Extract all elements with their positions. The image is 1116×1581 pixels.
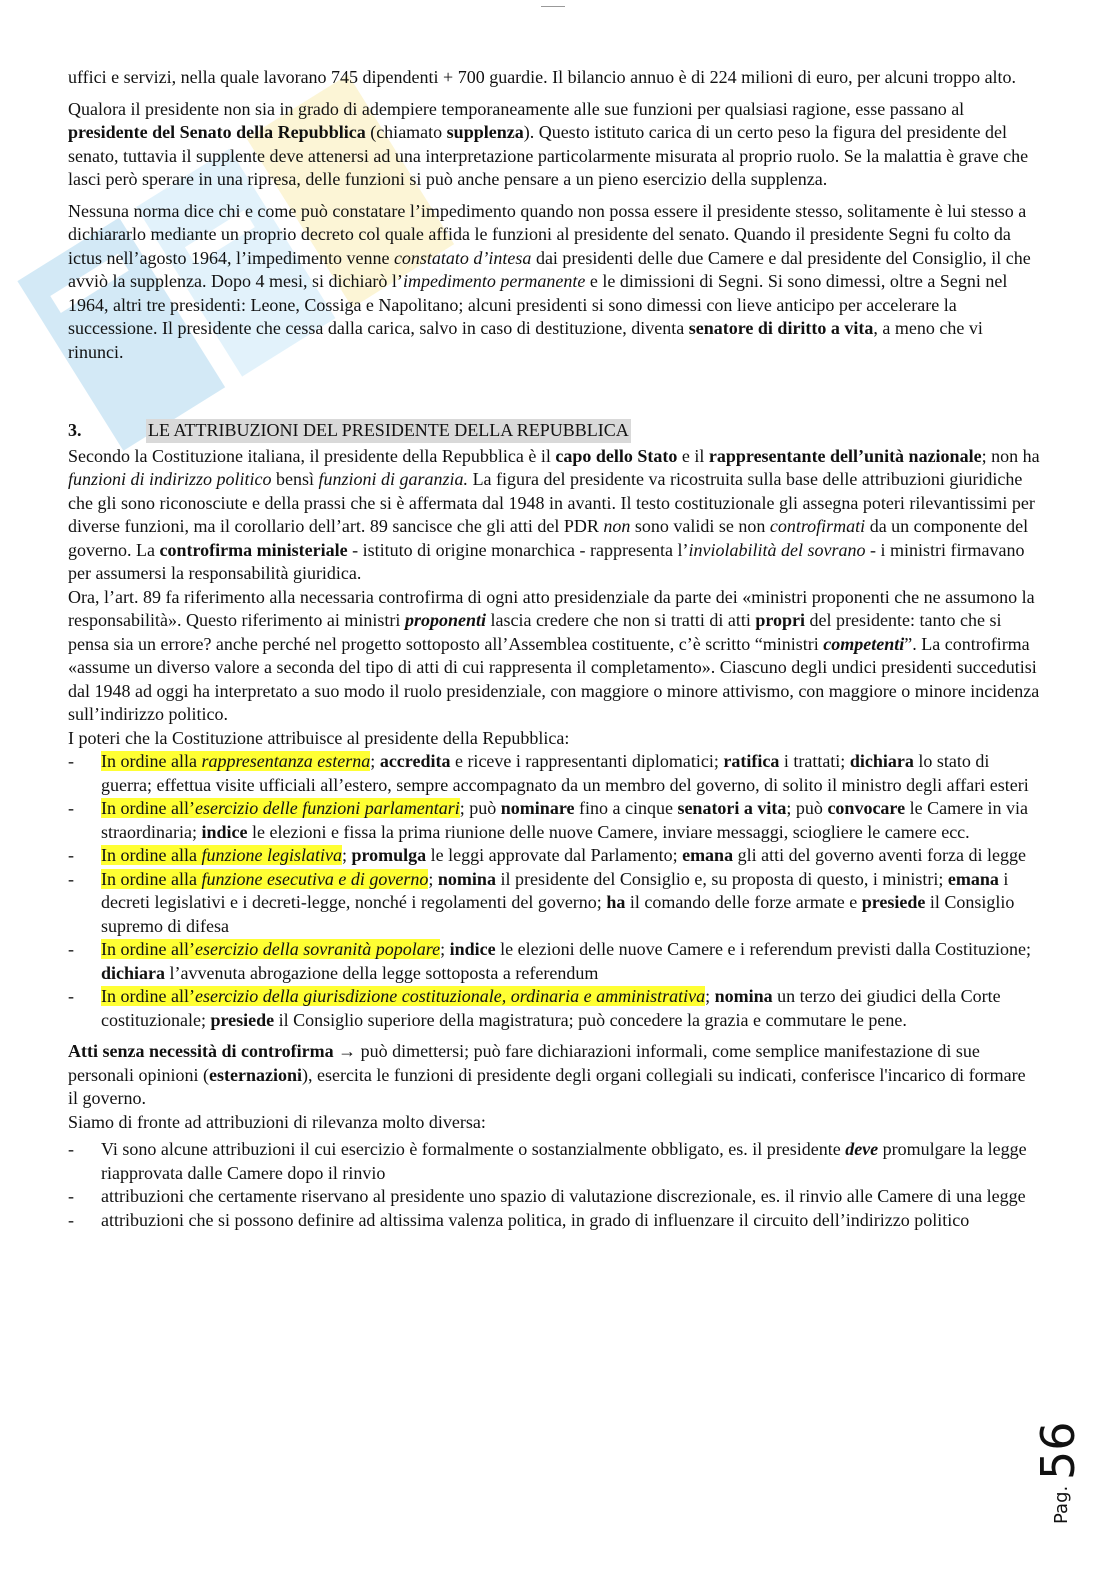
paragraph-supplenza: Qualora il presidente non sia in grado di adempiere temporaneamente alle sue funzioni per qualsiasi ragione, esse passano al presidente del Senato della Repubblica (chiamato supplenza). Questo istituto carica di un certo peso la figura del presidente del senato, tuttavia il supplente deve attenersi ad una interpretazione particolarmente misurata al proprio ruolo. Se la malattia è grave che lasci però sperare in una ripresa, delle funzioni si può anche pensare a un pieno esercizio della supplenza.: [68, 98, 1029, 189]
page-number-label: Pag.: [1051, 1485, 1072, 1524]
paragraph-poteri-intro: I poteri che la Costituzione attribuisce al presidente della Repubblica:: [68, 727, 570, 748]
paragraph-budget: uffici e servizi, nella quale lavorano 745 dipendenti + 700 guardie. Il bilancio annuo è di 224 milioni di euro, per alcuni troppo alto.: [68, 67, 1017, 87]
paragraph-atti-senza-controfirma: Atti senza necessità di controfirma → può dimettersi; può fare dichiarazioni informali, come semplice manifestazione di sue personali opinioni (esternazioni), esercita le funzioni di presidente degli organi collegiali su indicati, conferisce l'incarico di formare il governo.: [68, 1041, 1026, 1108]
section-title-text: LE ATTRIBUZIONI DEL PRESIDENTE DELLA REPUBBLICA: [146, 419, 631, 443]
list-item: - In ordine all’esercizio delle funzioni parlamentari; può nominare fino a cinque senatori a vita; può convocare le Camere in via straordinaria; indice le elezioni e fissa la prima riunione delle nuove Camere, inviare messaggi, sciogliere le camere ecc.: [68, 797, 1040, 844]
paragraph-rilevanza: Siamo di fronte ad attribuzioni di rilevanza molto diversa:: [68, 1111, 486, 1132]
document-body: [68, 66, 1040, 1240]
header-mark: [541, 0, 565, 7]
list-item: - Vi sono alcune attribuzioni il cui esercizio è formalmente o sostanzialmente obbligato, es. il presidente deve promulgare la legge riapprovata dalle Camere dopo il rinvio: [68, 1138, 1040, 1185]
list-item: - In ordine all’esercizio della giurisdizione costituzionale, ordinaria e amministrativa; nomina un terzo dei giudici della Corte costituzionale; presiede il Consiglio superiore della magistratura; può concedere la grazia e commutare le pene.: [68, 985, 1040, 1032]
attributions-list: [68, 1138, 1040, 1232]
page-number-value: 56: [1031, 1421, 1085, 1480]
section-heading: [68, 419, 1040, 443]
paragraph-impedimento: Nessuna norma dice chi e come può constatare l’impedimento quando non possa essere il presidente stesso, solitamente è lui stesso a dichiararlo mediante un proprio decreto col quale affida le funzioni al presidente del senato. Quando il presidente Segni fu colto da ictus nell’agosto 1964, l’impedimento venne constatato d’intesa dai presidenti delle due Camere e dal presidente del Consiglio, il che avviò la supplenza. Dopo 4 mesi, si dichiarò l’impedimento permanente e le dimissioni di Segni. Si sono dimessi, oltre a Segni nel 1964, altri tre presidenti: Leone, Cossiga e Napolitano; alcuni presidenti si sono dimessi con lieve anticipo per accelerare la successione. Il presidente che cessa dalla carica, salvo in caso di destituzione, diventa senatore di diritto a vita, a meno che vi rinunci.: [68, 200, 1031, 362]
powers-list: [68, 750, 1040, 1032]
list-item: - attribuzioni che si possono definire ad altissima valenza politica, in grado di influenzare il circuito dell’indirizzo politico: [68, 1209, 1040, 1233]
list-item: - In ordine all’esercizio della sovranità popolare; indice le elezioni delle nuove Camere e i referendum previsti dalla Costituzione; dichiara l’avvenuta abrogazione della legge sottoposta a referendum: [68, 938, 1040, 985]
section-number: 3.: [68, 420, 82, 440]
list-item: - In ordine alla funzione legislativa; promulga le leggi approvate dal Parlamento; emana gli atti del governo aventi forza di legge: [68, 844, 1040, 868]
list-item: - attribuzioni che certamente riservano al presidente uno spazio di valutazione discrezionale, es. il rinvio alle Camere di una legge: [68, 1185, 1040, 1209]
list-item: - In ordine alla rappresentanza esterna; accredita e riceve i rappresentanti diplomatici; ratifica i trattati; dichiara lo stato di guerra; effettua visite ufficiali all’estero, sempre accompagnato da un membro del governo, di solito il ministro degli affari esteri: [68, 750, 1040, 797]
list-item: - In ordine alla funzione esecutiva e di governo; nomina il presidente del Consiglio e, su proposta di questo, i ministri; emana i decreti legislativi e i decreti-legge, nonché i regolamenti del governo; ha il comando delle forze armate e presiede il Consiglio supremo di difesa: [68, 868, 1040, 939]
page-number: [1031, 1400, 1085, 1524]
paragraph-capo-stato: Secondo la Costituzione italiana, il presidente della Repubblica è il capo dello Stato e il rappresentante dell’unità nazionale; non ha funzioni di indirizzo politico bensì funzioni di garanzia. La figura del presidente va ricostruita sulla base delle attribuzioni giuridiche che gli sono riconosciute e della prassi che si è affermata dal 1948 in avanti. Il testo costituzionale gli assegna poteri rilevantissimi per diverse funzioni, ma il corollario dell’art. 89 sancisce che gli atti del PDR non sono validi se non controfirmati da un componente del governo. La controfirma ministeriale - istituto di origine monarchica - rappresenta l’inviolabilità del sovrano - i ministri firmavano per assumersi la responsabilità giuridica.: [68, 445, 1040, 583]
paragraph-art-89: Ora, l’art. 89 fa riferimento alla necessaria controfirma di ogni atto presidenziale da parte dei «ministri proponenti che ne assumono la responsabilità». Questo riferimento ai ministri proponenti lascia credere che non si tratti di atti propri del presidente: tanto che si pensa sia un errore? anche perché nel progetto sottoposto all’Assemblea costituente, c’è scritto “ministri competenti”. La controfirma «assume un diverso valore a seconda del tipo di atti di cui rappresenta il completamento». Ciascuno degli undici presidenti succedutisi dal 1948 ad oggi ha interpretato a suo modo il ruolo presidenziale, con maggiore o minore attivismo, con maggiore o minore incidenza sull’indirizzo politico.: [68, 586, 1040, 724]
